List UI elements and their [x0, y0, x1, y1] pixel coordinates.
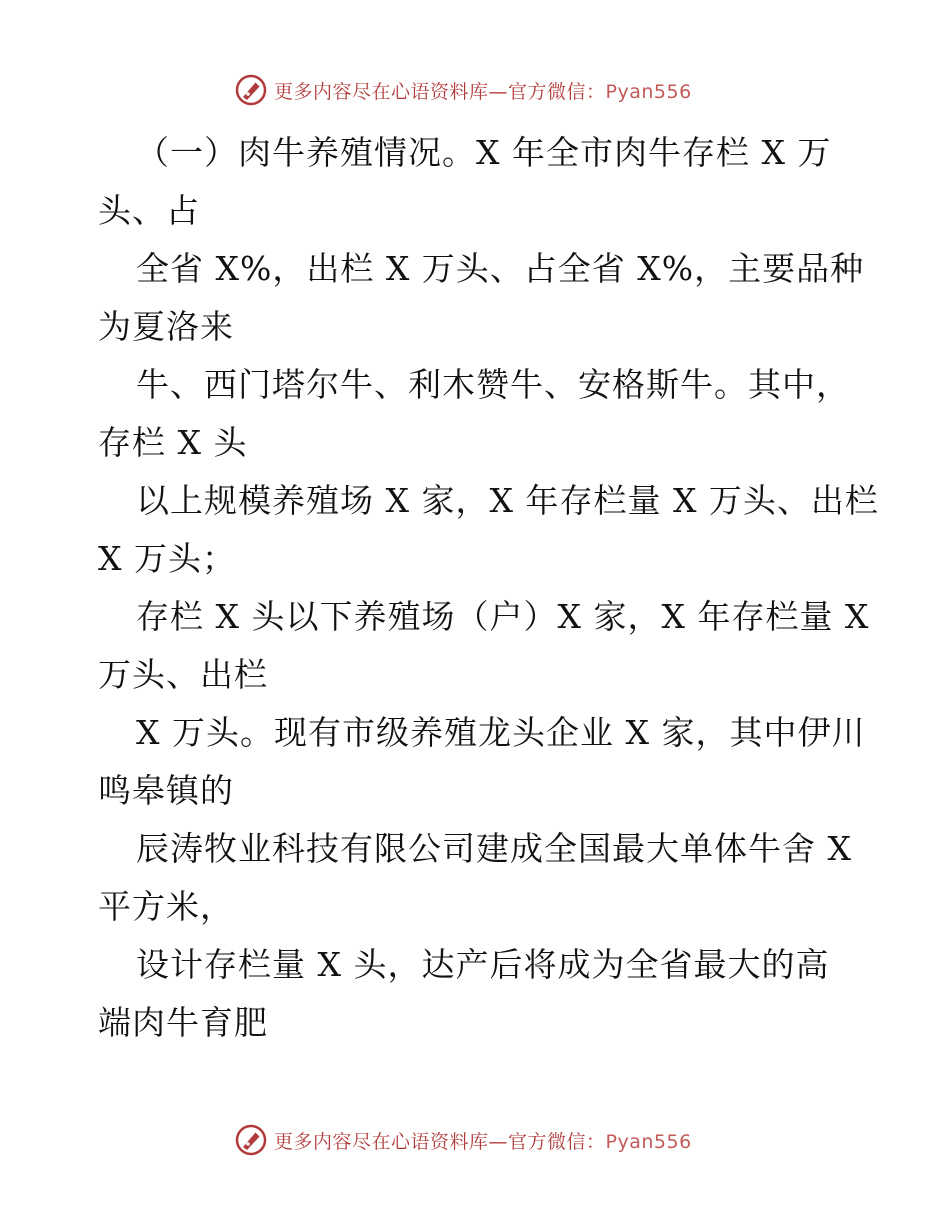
text-line: 牛、西门塔尔牛、利木赞牛、安格斯牛。其中，: [136, 365, 850, 404]
text-line: 存栏 X 头: [98, 423, 248, 462]
text-line: （一）肉牛养殖情况。X 年全市肉牛存栏 X 万: [136, 133, 832, 172]
text-line: 为夏洛来: [98, 307, 234, 346]
watermark-text: 更多内容尽在心语资料库—官方微信：Pyan556: [274, 80, 692, 103]
pen-nib-logo: [234, 1123, 268, 1157]
text-line: 以上规模养殖场 X 家，X 年存栏量 X 万头、出栏: [136, 481, 879, 520]
watermark-header: [234, 72, 692, 108]
text-line: 端肉牛育肥: [98, 1003, 268, 1042]
watermark-text: 更多内容尽在心语资料库—官方微信：Pyan556: [274, 1130, 692, 1153]
text-line: 存栏 X 头以下养殖场（户）X 家，X 年存栏量 X: [136, 597, 870, 636]
text-line: 万头、出栏: [98, 655, 268, 694]
text-line: 设计存栏量 X 头，达产后将成为全省最大的高: [136, 945, 830, 984]
text-line: 辰涛牧业科技有限公司建成全国最大单体牛舍 X: [136, 829, 852, 868]
text-line: 平方米，: [98, 887, 234, 926]
watermark-footer: [234, 1122, 692, 1158]
text-line: 全省 X%，出栏 X 万头、占全省 X%，主要品种: [136, 249, 865, 288]
watermark-wechat-id: Pyan556: [605, 80, 692, 103]
text-line: X 万头；: [98, 539, 236, 578]
text-line: 头、占: [98, 191, 200, 230]
watermark-wechat-id: Pyan556: [605, 1130, 692, 1153]
pen-nib-logo: [234, 73, 268, 107]
text-line: X 万头。现有市级养殖龙头企业 X 家，其中伊川: [136, 713, 866, 752]
document-body: [98, 124, 878, 1052]
text-line: 鸣皋镇的: [98, 771, 234, 810]
